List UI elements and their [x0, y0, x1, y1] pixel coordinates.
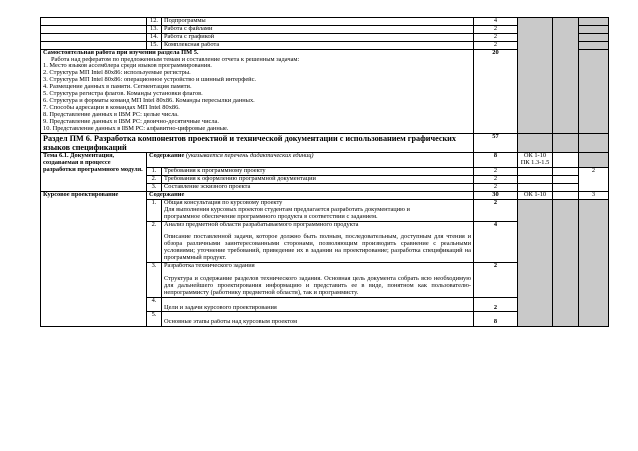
- item-line: Разработка технического задания: [164, 263, 255, 270]
- self-work-item: 1. Место языков ассемблера среди языков программирования.: [43, 63, 212, 70]
- table-row: [41, 133, 609, 153]
- self-work-item: 5. Структура регистра флагов. Команды установки флагов.: [43, 91, 203, 98]
- hours-value: 2: [474, 297, 518, 312]
- row-text: Работа с графикой: [162, 33, 474, 41]
- empty-cell: [553, 191, 579, 199]
- self-work-heading: Самостоятельная работа при изучении раздела ПМ 5.: [43, 48, 199, 56]
- row-number: 12.: [147, 18, 162, 26]
- hours-value: 30: [474, 191, 518, 199]
- item-line: Общая консультация по курсовому проекту: [164, 199, 283, 206]
- section-title: Раздел ПМ 6. Разработка компонентов проектной и технической документации с использованием графических языков спецификаций: [41, 133, 474, 153]
- empty-cell: [553, 176, 579, 184]
- shaded-cell: [553, 133, 579, 153]
- curriculum-table: [40, 17, 609, 327]
- shaded-cell: [579, 199, 609, 327]
- self-work-intro: Работа над рефератом по предложенным темам и составление отчета к решенным задачам:: [51, 55, 300, 63]
- shaded-cell: [579, 133, 609, 153]
- table-row: [41, 191, 609, 199]
- content-heading: Содержание: [147, 191, 474, 199]
- hours-value: 8: [474, 153, 518, 168]
- empty-cell: [518, 176, 553, 184]
- shaded-cell: [579, 153, 609, 168]
- empty-cell: [41, 18, 147, 26]
- empty-cell: [553, 183, 579, 191]
- row-number: 13.: [147, 25, 162, 33]
- row-text: Требования к программному проекту: [162, 168, 474, 176]
- hours-value: 2: [474, 25, 518, 33]
- item-line: программное обеспечение программного продукта в соответствии с заданием.: [164, 213, 378, 220]
- row-text: Составление эскизного проекта: [162, 183, 474, 191]
- hours-value: 4: [474, 18, 518, 26]
- row-text: [162, 312, 474, 327]
- shaded-cell: [518, 18, 553, 134]
- item-line: [164, 298, 471, 305]
- self-work-item: 3. Структура МП Intel 80x86: операционное устройство и шинный интерфейс.: [43, 77, 257, 84]
- empty-cell: [553, 168, 579, 176]
- shaded-cell: [579, 41, 609, 49]
- item-description: Описание поставленной задачи, которое должно быть полным, последовательным, доступным для чтения и обзора различными заинтересованными сторонами, позволяющим производить сравнение с реальными условиями; уточнение требований, приведение их в задании на проектирование; разработка спецификаций на программный продукт.: [164, 233, 471, 262]
- row-number: 1.: [147, 168, 162, 176]
- self-work-item: 9. Представление данных в IBM PC: двоично-десятичные числа.: [43, 118, 219, 125]
- item-description: Структура и содержание разделов технического задания. Основная цель документа собрать всю необходимую для дальнейшего проектирования информацию и представить ее в виде, понятном как пользователю-непрограммисту (работнику предметной области), так и программисту.: [164, 274, 471, 296]
- hours-value: 2: [474, 199, 518, 221]
- self-work-cell: [41, 49, 474, 133]
- shaded-cell: [553, 199, 579, 327]
- empty-cell: [518, 168, 553, 176]
- hours-value: 8: [474, 312, 518, 327]
- row-text: Требования к оформлению программной документации: [162, 176, 474, 184]
- item-line: [164, 312, 471, 319]
- empty-cell: [41, 33, 147, 41]
- competence-codes: ОК 1-10: [518, 191, 553, 199]
- item-line: Анализ предметной области разрабатываемого программного продукта: [164, 221, 359, 228]
- hours-value: 4: [474, 221, 518, 263]
- self-work-item: 8. Представление данных в IBM PC: целые числа.: [43, 111, 179, 118]
- row-number: 2.: [147, 221, 162, 263]
- row-number: 1.: [147, 199, 162, 221]
- hours-value: 2: [474, 263, 518, 298]
- row-number: 3.: [147, 183, 162, 191]
- row-number: 4.: [147, 297, 162, 312]
- empty-cell: [41, 41, 147, 49]
- shaded-cell: [579, 49, 609, 133]
- hours-value: 2: [474, 168, 518, 176]
- hours-value: 2: [474, 41, 518, 49]
- item-line: Цели и задачи курсового проектирования: [164, 304, 277, 311]
- level-value: 2: [579, 168, 609, 192]
- table-row: [41, 153, 609, 168]
- hours-value: 57: [474, 133, 518, 153]
- row-text: Подпрограммы: [162, 18, 474, 26]
- row-number: 2.: [147, 176, 162, 184]
- shaded-cell: [518, 199, 553, 327]
- item-line: Основные этапы работы над курсовым проектом: [164, 319, 298, 326]
- hours-value: 20: [474, 49, 518, 133]
- hours-value: 2: [474, 183, 518, 191]
- shaded-cell: [518, 133, 553, 153]
- row-text: [162, 221, 474, 263]
- item-line: Для выполнения курсовых проектов студентам предлагается разработать документацию и: [164, 206, 410, 213]
- row-text: [162, 263, 474, 298]
- hours-value: 2: [474, 33, 518, 41]
- shaded-cell: [579, 33, 609, 41]
- row-number: 15.: [147, 41, 162, 49]
- shaded-cell: [579, 25, 609, 33]
- hours-value: 2: [474, 176, 518, 184]
- course-title: Курсовое проектирование: [41, 191, 147, 326]
- table-row: [41, 18, 609, 26]
- content-label: Содержание: [149, 152, 185, 160]
- row-number: 5.: [147, 312, 162, 327]
- row-number: 3.: [147, 263, 162, 298]
- competence-code: ПК 1.3-1.5: [520, 159, 550, 167]
- shaded-cell: [579, 18, 609, 26]
- row-text: Работа с файлами: [162, 25, 474, 33]
- content-note: (указывается перечень дидактических единиц): [184, 152, 314, 160]
- self-work-item: 2. Структура МП Intel 80x86: используемые регистры.: [43, 70, 191, 77]
- content-heading: [147, 153, 474, 168]
- row-text: [162, 297, 474, 312]
- self-work-item: 10. Представление данных в IBM PC: алфавитно-цифровые данные.: [43, 125, 229, 132]
- row-number: 14.: [147, 33, 162, 41]
- empty-cell: [553, 153, 579, 168]
- self-work-item: 6. Структура и форматы команд МП Intel 80x86. Команды пересылки данных.: [43, 97, 255, 104]
- self-work-item: 4. Размещение данных в памяти. Сегментация памяти.: [43, 84, 192, 91]
- level-value: 3: [579, 191, 609, 199]
- self-work-item: 7. Способы адресации в командах МП Intel 80x86.: [43, 104, 180, 111]
- topic-title: Тема 6.1. Документация, создаваемая в процессе разработки программного модуля.: [41, 153, 147, 192]
- empty-cell: [41, 25, 147, 33]
- row-text: Комплексная работа: [162, 41, 474, 49]
- shaded-cell: [553, 18, 579, 134]
- competence-code: ОК 1-10: [523, 152, 547, 160]
- row-text: [162, 199, 474, 221]
- competence-codes: [518, 153, 553, 168]
